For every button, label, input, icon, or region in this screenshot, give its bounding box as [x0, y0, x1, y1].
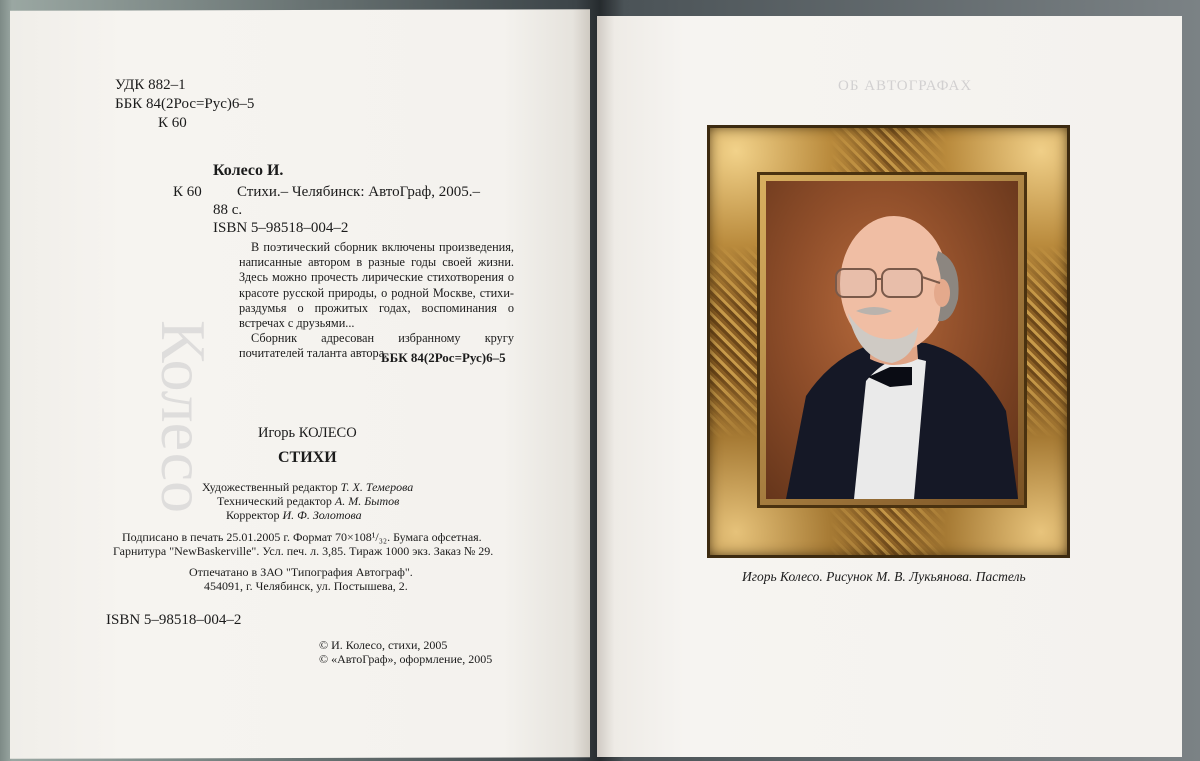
book-author: Игорь КОЛЕСО [258, 425, 357, 441]
author-name: Колесо И. [213, 162, 284, 179]
copyright-1: © И. Колесо, стихи, 2005 [319, 638, 448, 652]
bbk-repeat: ББК 84(2Рос=Рус)6–5 [381, 350, 506, 365]
printer-line-1: Отпечатано в ЗАО "Типография Автограф". [189, 565, 413, 579]
portrait-frame [707, 125, 1070, 558]
printer-line-2: 454091, г. Челябинск, ул. Постышева, 2. [204, 579, 408, 593]
art-editor: Художественный редактор Т. Х. Темерова [202, 480, 414, 494]
udk-line: УДК 882–1 [115, 77, 186, 93]
portrait-painting [766, 181, 1018, 499]
annotation-paragraph-2: Сборник адресован избранному кругу почитателей таланта автора. [239, 331, 514, 361]
copyright-2: © «АвтоГраф», оформление, 2005 [319, 652, 493, 666]
portrait-caption: Игорь Колесо. Рисунок М. В. Лукьянова. Пастель [742, 569, 1026, 584]
annotation [239, 240, 514, 362]
page-count: 88 с. [213, 202, 243, 218]
bbk-line: ББК 84(2Рос=Рус)6–5 [115, 96, 255, 112]
portrait-figure [766, 181, 1018, 499]
classification-block [115, 76, 254, 133]
tech-editor: Технический редактор А. М. Бытов [217, 494, 400, 508]
isbn-top: ISBN 5–98518–004–2 [213, 220, 349, 236]
bleed-through-heading: ОБ АВТОГРАФАХ [838, 78, 973, 94]
author-code-repeat: К 60 [173, 184, 202, 200]
bibliographic-title: Стихи.– Челябинск: АвтоГраф, 2005.– [237, 184, 481, 200]
corrector: Корректор И. Ф. Золотова [226, 508, 362, 522]
bleed-through-ghost: Колесо [148, 320, 219, 513]
print-info-1: Подписано в печать 25.01.2005 г. Формат 70×108¹/₃₂. Бумага офсетная. [122, 530, 482, 544]
annotation-paragraph-1: В поэтический сборник включены произведения, написанные автором в разные годы своей жизни. Здесь можно прочесть лирические стихотворения о красоте русской природы, о родной Москве, стихи-раздумья о прожитых годах, воспоминания о встречах с друзьями... [239, 240, 514, 331]
isbn-bottom: ISBN 5–98518–004–2 [106, 612, 242, 628]
author-code: К 60 [158, 115, 187, 131]
book-title: СТИХИ [278, 449, 337, 466]
print-info-2: Гарнитура "NewBaskerville". Усл. печ. л. 3,85. Тираж 1000 экз. Заказ № 29. [113, 544, 494, 558]
left-page [10, 9, 590, 759]
portrait-mat [760, 175, 1024, 505]
